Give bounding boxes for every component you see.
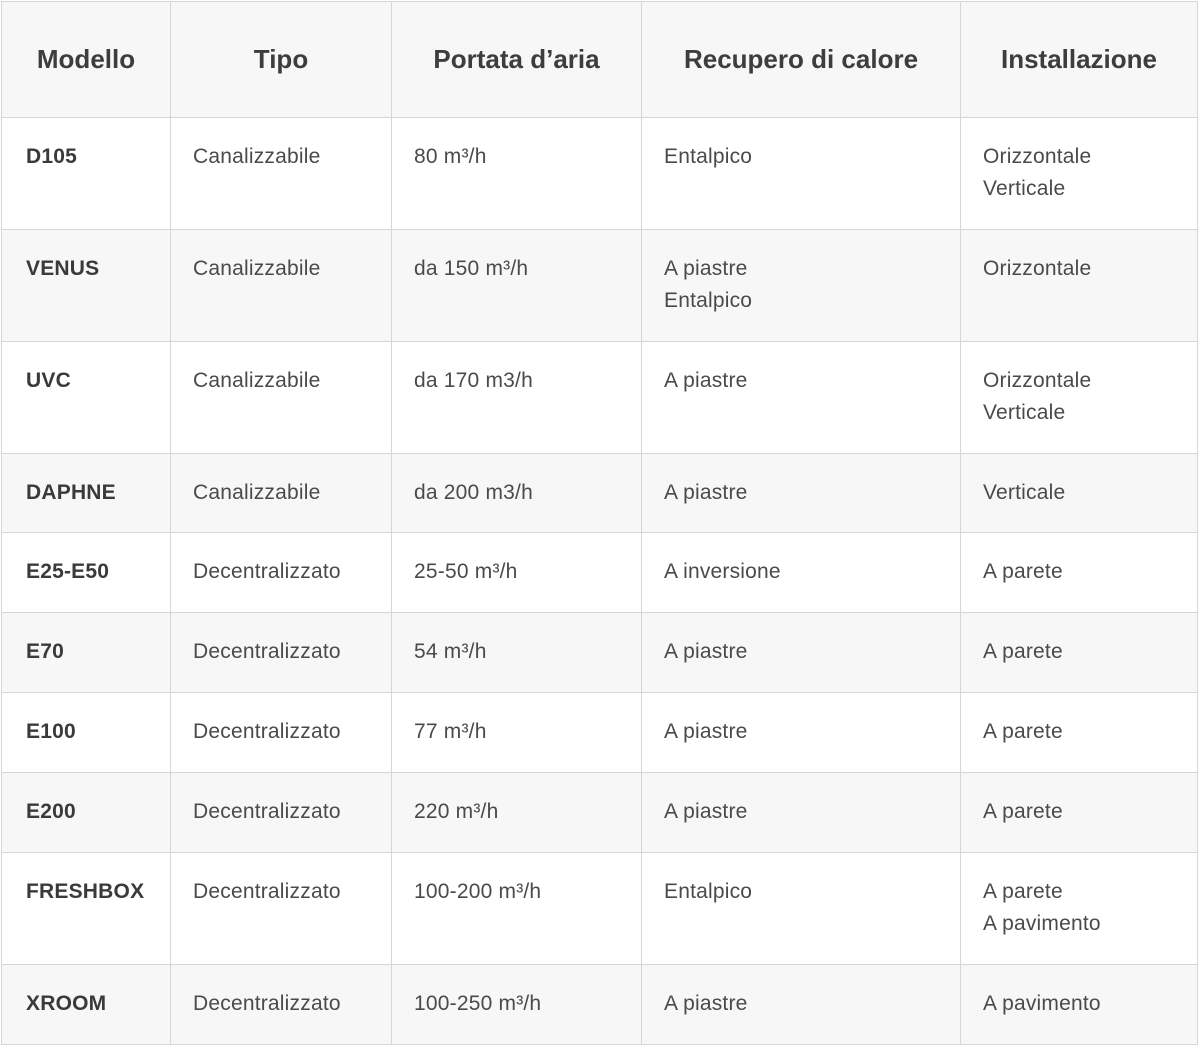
table-row <box>2 773 1198 853</box>
recupero-line: A piastre <box>664 720 748 743</box>
cell-recupero <box>642 454 961 533</box>
cell-installazione <box>961 533 1198 613</box>
cell-portata: 100-250 m³/h <box>392 965 642 1045</box>
cell-recupero <box>642 773 961 853</box>
installazione-line: Orizzontale <box>983 145 1092 168</box>
cell-modello: D105 <box>2 118 171 230</box>
header-portata: Portata d’aria <box>392 2 642 118</box>
recupero-line: Entalpico <box>664 145 753 168</box>
cell-recupero <box>642 693 961 773</box>
recupero-line: Entalpico <box>664 880 753 903</box>
installazione-line: Verticale <box>983 481 1066 504</box>
cell-recupero <box>642 533 961 613</box>
header-installazione: Installazione <box>961 2 1198 118</box>
cell-tipo: Decentralizzato <box>171 693 392 773</box>
recupero-line: A piastre <box>664 992 748 1015</box>
cell-installazione <box>961 693 1198 773</box>
cell-modello: E100 <box>2 693 171 773</box>
installazione-line: A parete <box>983 640 1063 663</box>
table-row <box>2 853 1198 965</box>
cell-tipo: Canalizzabile <box>171 342 392 454</box>
table-row <box>2 533 1198 613</box>
cell-tipo: Decentralizzato <box>171 853 392 965</box>
recupero-line: A piastre <box>664 369 748 392</box>
cell-tipo: Decentralizzato <box>171 613 392 693</box>
recupero-line: A piastre <box>664 481 748 504</box>
models-table <box>1 1 1198 1045</box>
installazione-line: A parete <box>983 880 1063 903</box>
cell-tipo: Decentralizzato <box>171 773 392 853</box>
installazione-line: A parete <box>983 800 1063 823</box>
cell-installazione <box>961 773 1198 853</box>
table-row <box>2 693 1198 773</box>
cell-installazione <box>961 118 1198 230</box>
recupero-line: A inversione <box>664 560 781 583</box>
cell-modello: FRESHBOX <box>2 853 171 965</box>
recupero-line: Entalpico <box>664 289 753 312</box>
cell-recupero <box>642 853 961 965</box>
cell-modello: VENUS <box>2 230 171 342</box>
recupero-line: A piastre <box>664 640 748 663</box>
cell-portata: 25-50 m³/h <box>392 533 642 613</box>
table-row <box>2 230 1198 342</box>
cell-portata: da 200 m3/h <box>392 454 642 533</box>
cell-installazione <box>961 454 1198 533</box>
installazione-line: Verticale <box>983 177 1066 200</box>
cell-tipo: Decentralizzato <box>171 965 392 1045</box>
installazione-line: Verticale <box>983 401 1066 424</box>
cell-tipo: Canalizzabile <box>171 118 392 230</box>
cell-modello: DAPHNE <box>2 454 171 533</box>
cell-installazione <box>961 853 1198 965</box>
cell-portata: 54 m³/h <box>392 613 642 693</box>
cell-portata: 100-200 m³/h <box>392 853 642 965</box>
cell-recupero <box>642 118 961 230</box>
cell-modello: UVC <box>2 342 171 454</box>
cell-portata: da 150 m³/h <box>392 230 642 342</box>
cell-recupero <box>642 965 961 1045</box>
installazione-line: A parete <box>983 560 1063 583</box>
installazione-line: A parete <box>983 720 1063 743</box>
table-row <box>2 613 1198 693</box>
cell-tipo: Decentralizzato <box>171 533 392 613</box>
installazione-line: A pavimento <box>983 992 1101 1015</box>
recupero-line: A piastre <box>664 257 748 280</box>
header-recupero: Recupero di calore <box>642 2 961 118</box>
header-tipo: Tipo <box>171 2 392 118</box>
table-row <box>2 118 1198 230</box>
cell-portata: 80 m³/h <box>392 118 642 230</box>
cell-recupero <box>642 230 961 342</box>
cell-modello: E70 <box>2 613 171 693</box>
cell-tipo: Canalizzabile <box>171 230 392 342</box>
cell-tipo: Canalizzabile <box>171 454 392 533</box>
table-header-row <box>2 2 1198 118</box>
installazione-line: Orizzontale <box>983 257 1092 280</box>
models-table-container <box>1 1 1197 1045</box>
installazione-line: Orizzontale <box>983 369 1092 392</box>
cell-modello: E25-E50 <box>2 533 171 613</box>
cell-installazione <box>961 230 1198 342</box>
table-row <box>2 342 1198 454</box>
cell-installazione <box>961 613 1198 693</box>
cell-portata: da 170 m3/h <box>392 342 642 454</box>
cell-recupero <box>642 342 961 454</box>
cell-modello: XROOM <box>2 965 171 1045</box>
table-row <box>2 965 1198 1045</box>
header-modello: Modello <box>2 2 171 118</box>
recupero-line: A piastre <box>664 800 748 823</box>
cell-recupero <box>642 613 961 693</box>
cell-modello: E200 <box>2 773 171 853</box>
cell-portata: 220 m³/h <box>392 773 642 853</box>
installazione-line: A pavimento <box>983 912 1101 935</box>
cell-installazione <box>961 342 1198 454</box>
cell-portata: 77 m³/h <box>392 693 642 773</box>
cell-installazione <box>961 965 1198 1045</box>
table-row <box>2 454 1198 533</box>
